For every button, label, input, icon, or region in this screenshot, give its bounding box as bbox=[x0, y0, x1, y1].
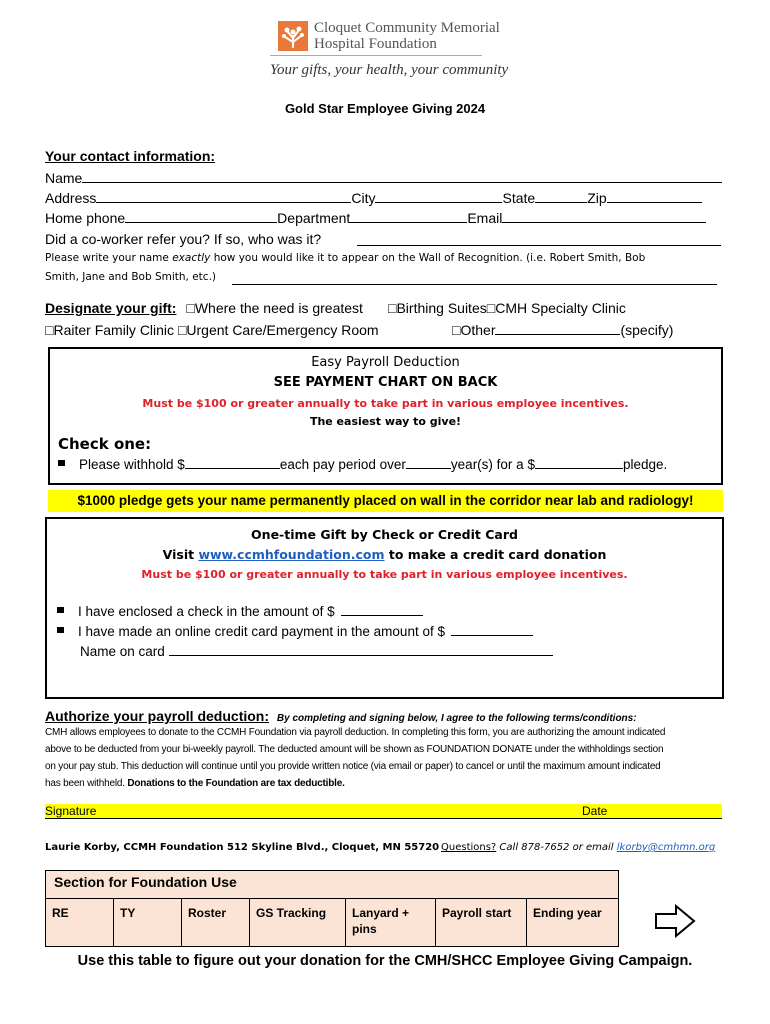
table-header-cell[interactable]: Lanyard + pins bbox=[346, 898, 436, 947]
wall-name-field[interactable] bbox=[232, 284, 717, 285]
foundation-address: Laurie Korby, CCMH Foundation 512 Skyline Blvd., Cloquet, MN 55720 bbox=[45, 842, 440, 853]
signature-field[interactable] bbox=[45, 804, 722, 819]
zip-label: Zip bbox=[587, 190, 607, 206]
name-field[interactable] bbox=[82, 182, 722, 183]
option-raiter: Raiter Family Clinic bbox=[53, 322, 175, 338]
check-one-heading: Check one: bbox=[58, 435, 152, 453]
wall-instructions-line2 bbox=[45, 271, 216, 283]
referral-field[interactable] bbox=[357, 245, 721, 246]
table-header-cell[interactable]: Ending year bbox=[527, 898, 619, 947]
org-name-line1: Cloquet Community Memorial bbox=[314, 20, 500, 36]
contact-heading: Your contact information: bbox=[45, 148, 216, 164]
wall-instructions-line1 bbox=[45, 252, 645, 264]
pledge-banner: $1000 pledge gets your name permanently placed on wall in the corridor near lab and radiology! bbox=[48, 490, 723, 512]
visit-line bbox=[47, 547, 722, 562]
referral-label: Did a co-worker refer you? If so, who was it? bbox=[45, 231, 322, 247]
name-row bbox=[45, 170, 722, 186]
withhold-label-4: pledge. bbox=[622, 457, 668, 472]
wall-text-pre: Please write your name bbox=[45, 252, 173, 264]
state-field[interactable] bbox=[535, 202, 587, 203]
designate-row2-right bbox=[452, 322, 673, 338]
checkbox-birthing[interactable]: □ bbox=[388, 300, 397, 316]
withhold-label-3: year(s) for a $ bbox=[450, 457, 535, 472]
onetime-title: One-time Gift by Check or Credit Card bbox=[251, 527, 518, 542]
state-label: State bbox=[502, 190, 536, 206]
city-field[interactable] bbox=[375, 202, 502, 203]
checkbox-urgent[interactable]: □ bbox=[177, 322, 187, 338]
payroll-title: Easy Payroll Deduction bbox=[311, 355, 460, 370]
name-on-card-label: Name on card bbox=[80, 644, 165, 659]
designate-row2 bbox=[45, 322, 379, 338]
table-header-cell[interactable]: TY bbox=[114, 898, 182, 947]
terms-line4 bbox=[45, 775, 345, 792]
option-specialty: CMH Specialty Clinic bbox=[495, 300, 626, 316]
address-row bbox=[45, 190, 702, 206]
withhold-label-2: each pay period over bbox=[279, 457, 406, 472]
date-label: Date bbox=[582, 804, 608, 818]
contact-email-link[interactable]: lkorby@cmhmn.org bbox=[616, 842, 716, 853]
other-specify-field[interactable] bbox=[495, 334, 620, 335]
one-time-gift-box bbox=[45, 517, 724, 699]
tree-logo-icon bbox=[278, 21, 308, 51]
right-arrow-icon bbox=[654, 904, 696, 943]
phone-row bbox=[45, 210, 706, 226]
footer-note: Use this table to figure out your donation for the CMH/SHCC Employee Giving Campaign. bbox=[77, 953, 693, 969]
bullet-icon[interactable] bbox=[58, 460, 65, 466]
questions-label: Questions? bbox=[441, 842, 497, 853]
pledge-amount-field[interactable] bbox=[535, 468, 623, 469]
wall-text-post: how you would like it to appear on the Wall of Recognition. (i.e. Robert Smith, Bob bbox=[210, 252, 646, 264]
withhold-label-1: Please withhold $ bbox=[79, 457, 185, 472]
visit-suffix: to make a credit card donation bbox=[384, 547, 607, 562]
authorize-intro: By completing and signing below, I agree to the following terms/conditions: bbox=[276, 713, 637, 724]
payroll-deduction-box bbox=[48, 347, 723, 485]
questions-line bbox=[441, 842, 715, 853]
onetime-minimum-note: Must be $100 or greater annually to take part in various employee incentives. bbox=[141, 568, 628, 581]
designate-heading: Designate your gift: bbox=[45, 300, 177, 316]
org-name-line2: Hospital Foundation bbox=[314, 36, 437, 52]
table-header-cell[interactable]: RE bbox=[46, 898, 114, 947]
specify-label: (specify) bbox=[620, 322, 674, 338]
terms-line2: above to be deducted from your bi-weekly payroll. The deducted amount will be shown as FOUNDATION DONATE under the withholdings section bbox=[45, 744, 664, 755]
table-header-cell[interactable]: GS Tracking bbox=[250, 898, 346, 947]
tagline: Your gifts, your health, your community bbox=[270, 62, 509, 78]
name-on-card-field[interactable] bbox=[169, 655, 553, 656]
online-amount-field[interactable] bbox=[451, 635, 533, 636]
visit-prefix: Visit bbox=[162, 547, 199, 562]
authorize-heading: Authorize your payroll deduction: bbox=[45, 708, 270, 724]
online-payment-label: I have made an online credit card payment in the amount of $ bbox=[78, 624, 445, 639]
withhold-row bbox=[58, 457, 667, 472]
withhold-amount-field[interactable] bbox=[185, 468, 280, 469]
city-label: City bbox=[351, 190, 376, 206]
check-enclosed-label: I have enclosed a check in the amount of $ bbox=[78, 604, 335, 619]
table-header-cell[interactable]: Roster bbox=[182, 898, 250, 947]
organization-name bbox=[314, 20, 500, 52]
designate-row1 bbox=[45, 300, 363, 316]
email-field[interactable] bbox=[502, 222, 706, 223]
payroll-subtitle: SEE PAYMENT CHART ON BACK bbox=[273, 375, 498, 390]
name-label: Name bbox=[45, 170, 83, 186]
home-phone-field[interactable] bbox=[125, 222, 277, 223]
department-field[interactable] bbox=[350, 222, 467, 223]
foundation-use-table bbox=[45, 870, 619, 947]
wall-example-text: Smith, Jane and Bob Smith, etc.) bbox=[45, 271, 217, 283]
option-other: Other bbox=[460, 322, 496, 338]
foundation-website-link[interactable]: www.ccmhfoundation.com bbox=[198, 547, 385, 562]
designate-row1-right bbox=[388, 300, 626, 316]
bullet-icon[interactable] bbox=[57, 607, 64, 613]
checkbox-raiter[interactable]: □ bbox=[45, 322, 54, 338]
payroll-easiest-note: The easiest way to give! bbox=[309, 415, 462, 428]
option-birthing: Birthing Suites bbox=[396, 300, 487, 316]
option-greatest: Where the need is greatest bbox=[194, 300, 363, 316]
terms-line4-text: has been withheld. bbox=[45, 778, 128, 789]
checkbox-specialty[interactable]: □ bbox=[486, 300, 496, 316]
address-label: Address bbox=[45, 190, 97, 206]
withhold-years-field[interactable] bbox=[406, 468, 451, 469]
bullet-icon[interactable] bbox=[57, 627, 64, 633]
wall-text-emphasis: exactly bbox=[172, 252, 211, 264]
table-header-cell[interactable]: Payroll start bbox=[436, 898, 527, 947]
payroll-minimum-note: Must be $100 or greater annually to take part in various employee incentives. bbox=[142, 397, 629, 410]
checkbox-greatest[interactable]: □ bbox=[186, 300, 195, 316]
check-enclosed-row bbox=[57, 604, 423, 619]
table-section-title: Section for Foundation Use bbox=[54, 874, 237, 890]
home-phone-label: Home phone bbox=[45, 210, 126, 226]
option-urgent: Urgent Care/Emergency Room bbox=[186, 322, 379, 338]
online-payment-row bbox=[57, 624, 533, 639]
zip-field[interactable] bbox=[607, 202, 702, 203]
name-on-card-row bbox=[80, 644, 553, 659]
call-text: Call 878-7652 or email bbox=[496, 842, 617, 853]
tax-deductible-note: Donations to the Foundation are tax deductible. bbox=[127, 778, 345, 789]
header-divider bbox=[270, 55, 482, 56]
form-title: Gold Star Employee Giving 2024 bbox=[284, 101, 486, 116]
terms-line1: CMH allows employees to donate to the CCMH Foundation via payroll deduction. In completing this form, you are authorizing the amount indicated bbox=[45, 727, 666, 738]
checkbox-other[interactable]: □ bbox=[452, 322, 461, 338]
terms-line3: on your pay stub. This deduction will continue until you provide written notice (via email or paper) to cancel or until the maximum amount indicated bbox=[45, 761, 661, 772]
authorize-row bbox=[45, 708, 637, 724]
check-amount-field[interactable] bbox=[341, 615, 423, 616]
department-label: Department bbox=[277, 210, 351, 226]
referral-row bbox=[45, 231, 321, 247]
signature-label: Signature bbox=[45, 804, 97, 818]
email-label: Email bbox=[467, 210, 503, 226]
address-field[interactable] bbox=[96, 202, 351, 203]
